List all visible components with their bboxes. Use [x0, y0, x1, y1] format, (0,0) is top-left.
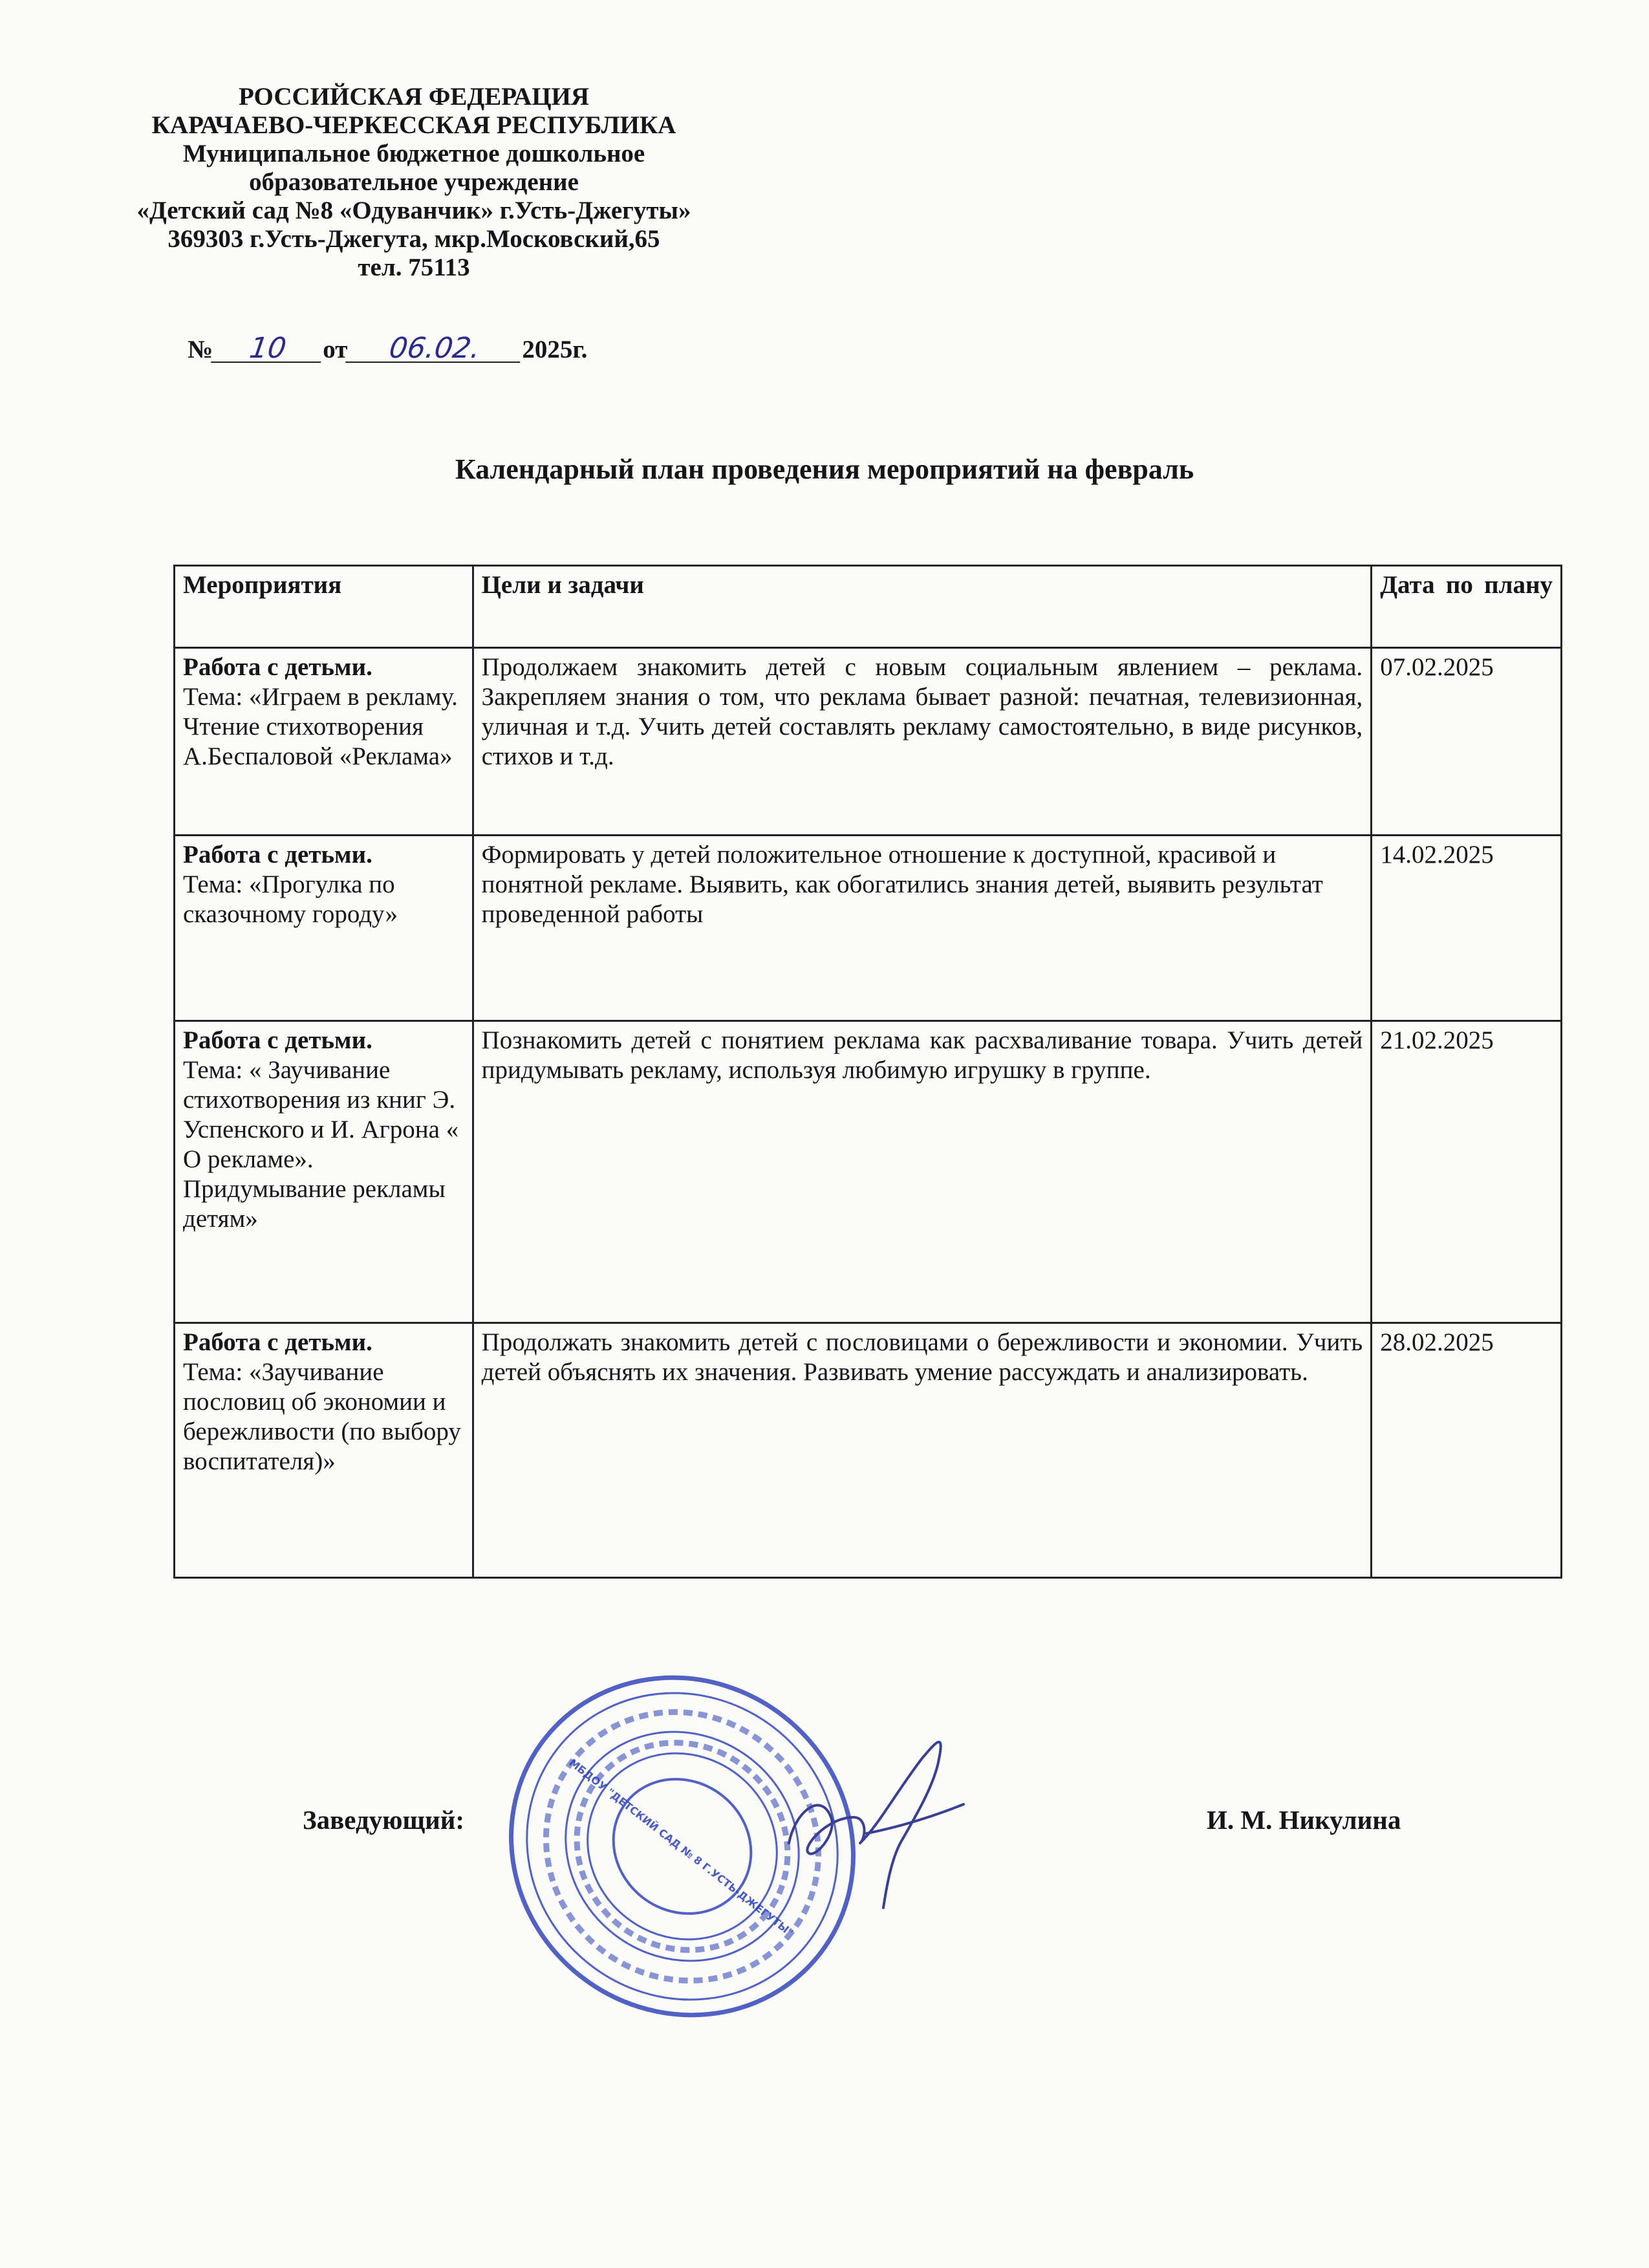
- header-line: образовательное учреждение: [249, 168, 579, 196]
- column-header-date: [1372, 566, 1562, 648]
- table-row: [175, 1021, 1562, 1323]
- date-cell: 28.02.2025: [1372, 1323, 1562, 1578]
- handwritten-number: 10: [211, 336, 325, 363]
- date-cell: 07.02.2025: [1372, 648, 1562, 836]
- event-cell: [175, 836, 473, 1021]
- date-header-text: Дата по плану: [1380, 571, 1553, 599]
- event-topic: Тема: «Заучивание пословиц об экономии и бережливости (по выбору воспитателя)»: [183, 1358, 461, 1475]
- goals-cell: Продолжать знакомить детей с пословицами о бережливости и экономии. Учить детей объяснять их значения. Развивать умение рассуждать и анализировать.: [473, 1323, 1372, 1578]
- event-cell: [175, 648, 473, 836]
- header-line: тел. 75113: [358, 254, 470, 281]
- event-topic: Тема: « Заучивание стихотворения из книг Э. Успенского и И. Агрона « О рекламе». Придумывание рекламы детям»: [183, 1056, 459, 1233]
- event-topic: Тема: «Играем в рекламу. Чтение стихотворения А.Беспаловой «Реклама»: [183, 683, 458, 770]
- header-line: 369303 г.Усть-Джегута, мкр.Московский,65: [167, 225, 660, 253]
- event-name: Работа с детьми.: [183, 1026, 372, 1054]
- goals-cell: Познакомить детей с понятием реклама как расхваливание товара. Учить детей придумывать рекламу, используя любимую игрушку в группе.: [473, 1021, 1372, 1323]
- event-cell: [175, 1021, 473, 1323]
- date-cell: 14.02.2025: [1372, 836, 1562, 1021]
- org-header: [58, 83, 770, 282]
- header-line: «Детский сад №8 «Одуванчик» г.Усть-Джегуты»: [136, 197, 691, 224]
- event-topic: Тема: «Прогулка по сказочному городу»: [183, 870, 398, 928]
- header-line: Муниципальное бюджетное дошкольное: [182, 140, 645, 167]
- number-sign: №: [188, 336, 213, 363]
- table-row: [175, 1323, 1562, 1578]
- column-header-events: Мероприятия: [175, 566, 473, 648]
- year-label: 2025г.: [522, 336, 588, 363]
- event-name: Работа с детьми.: [183, 841, 372, 869]
- document-title: Календарный план проведения мероприятий на февраль: [455, 453, 1194, 485]
- goals-cell: Продолжаем знакомить детей с новым социальным явлением – реклама. Закрепляем знания о том, что реклама бывает разной: печатная, телевизионная, уличная и т.д. Учить детей составлять рекламу самостоятельно, в виде рисунков, стихов и т.д.: [473, 648, 1372, 836]
- document-number-line: [188, 332, 588, 365]
- stamp-center-text: МБДОУ "ДЕТСКИЙ САД № 8 Г.УСТЬ-ДЖЕГУТЫ": [566, 1756, 796, 1939]
- event-name: Работа с детьми.: [183, 1328, 372, 1356]
- handwritten-signature: [770, 1720, 1002, 1914]
- signature-label: Заведующий:: [303, 1805, 465, 1835]
- table-row: [175, 648, 1562, 836]
- signatory-name: И. М. Никулина: [1207, 1805, 1401, 1835]
- header-line: КАРАЧАЕВО-ЧЕРКЕССКАЯ РЕСПУБЛИКА: [151, 111, 676, 139]
- events-table: [173, 565, 1562, 1579]
- goals-cell: Формировать у детей положительное отношение к доступной, красивой и понятной рекламе. Выявить, как обогатились знания детей, выявить результат проведенной работы: [473, 836, 1372, 1021]
- event-cell: [175, 1323, 473, 1578]
- event-name: Работа с детьми.: [183, 653, 372, 681]
- header-line: РОССИЙСКАЯ ФЕДЕРАЦИЯ: [238, 83, 590, 111]
- table-header-row: [175, 566, 1562, 648]
- table-row: [175, 836, 1562, 1021]
- handwritten-date: 06.02.: [345, 336, 524, 363]
- from-label: от: [323, 336, 348, 363]
- date-cell: 21.02.2025: [1372, 1021, 1562, 1323]
- column-header-goals: Цели и задачи: [473, 566, 1372, 648]
